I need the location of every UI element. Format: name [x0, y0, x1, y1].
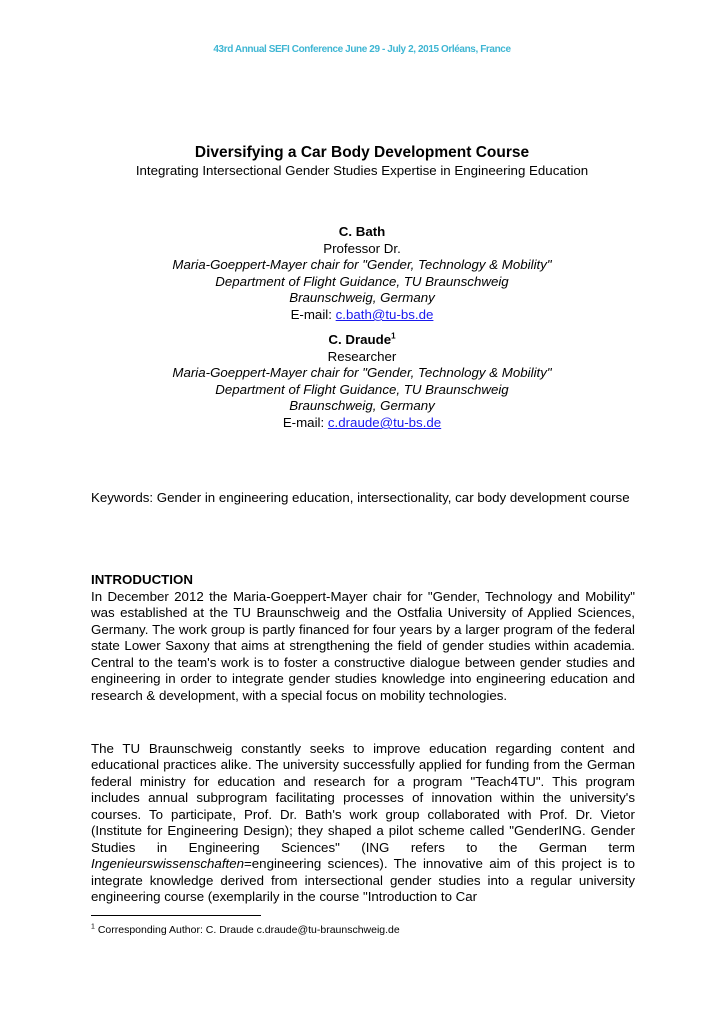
author-email-line [90, 415, 634, 432]
paper-subtitle: Integrating Intersectional Gender Studies Expertise in Engineering Education [135, 163, 589, 178]
footnote-reference: 1 [391, 331, 396, 341]
keywords: Keywords: Gender in engineering education, intersectionality, car body development course [91, 490, 630, 505]
paragraph-text: =engineering sciences). The innovative aim of this project is to integrate knowledge derived from intersectional gender studies into a regular university engineering course (exemplarily in the course "Introduction to Car [91, 856, 635, 905]
body-paragraph: In December 2012 the Maria-Goeppert-Mayer chair for "Gender, Technology and Mobility" was established at the TU Braunschweig and the Ostfalia University of Applied Sciences, Germany. The work group is partly financed for four years by a larger program of the federal state Lower Saxony that aims at strengthening the field of gender studies within academia. Central to the team's work is to foster a constructive dialogue between gender studies and engineering in order to integrate gender studies knowledge into engineering education and research & development, with a special focus on mobility technologies. [91, 589, 635, 703]
paragraph-text: The TU Braunschweig constantly seeks to improve education regarding content and educational practices alike. The university successfully applied for funding from the German federal ministry for education and research for a program "Teach4TU". This program includes annual subprogram facilitating processes of innovation within the university's courses. To participate, Prof. Dr. Bath's work group collaborated with Prof. Dr. Vietor (Institute for Engineering Design); they shaped a pilot scheme called "GenderING. Gender Studies in Engineering Sciences" (ING refers to the German term [91, 741, 635, 855]
paper-title: Diversifying a Car Body Development Course [194, 144, 530, 161]
footnote [91, 924, 635, 937]
author-name [90, 224, 634, 241]
author-email-link[interactable]: c.bath@tu-bs.de [335, 306, 434, 322]
footnote-mark: 1 [91, 923, 95, 931]
author-name-text: C. Draude [328, 332, 392, 347]
footnote-text: Corresponding Author: C. Draude c.draude@tu-braunschweig.de [94, 924, 400, 936]
author-block [90, 332, 634, 432]
author-department: Department of Flight Guidance, TU Braunschweig [215, 273, 509, 289]
author-block [90, 224, 634, 324]
footnote-divider [91, 915, 261, 916]
conference-header: 43rd Annual SEFI Conference June 29 - July 2, 2015 Orléans, France [213, 44, 511, 55]
author-role: Professor Dr. [323, 240, 401, 256]
email-label: E-mail: [290, 306, 336, 322]
author-name-text: C. Bath [338, 224, 386, 239]
author-location: Braunschweig, Germany [289, 290, 435, 306]
email-label: E-mail: [282, 414, 328, 430]
author-department: Department of Flight Guidance, TU Braunschweig [215, 381, 509, 397]
title-block [90, 144, 634, 179]
author-role: Researcher [327, 348, 397, 364]
body-paragraph [91, 741, 635, 906]
author-email-line [90, 307, 634, 324]
author-email-link[interactable]: c.draude@tu-bs.de [327, 414, 442, 430]
author-location: Braunschweig, Germany [289, 398, 435, 414]
author-chair: Maria-Goeppert-Mayer chair for "Gender, Technology & Mobility" [172, 365, 552, 381]
author-name [90, 332, 634, 349]
section-heading: INTRODUCTION [91, 572, 193, 587]
author-chair: Maria-Goeppert-Mayer chair for "Gender, Technology & Mobility" [172, 257, 552, 273]
paragraph-italic-term: Ingenieurswissenschaften [91, 856, 245, 872]
